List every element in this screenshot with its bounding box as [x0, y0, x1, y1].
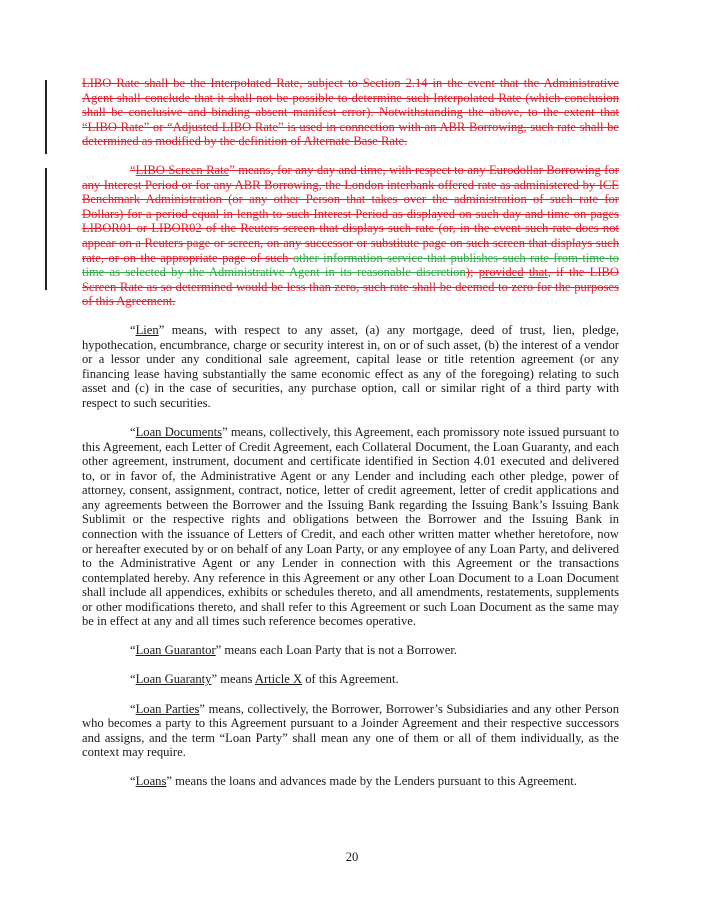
that-term: that — [528, 265, 548, 280]
open-quote: “ — [130, 643, 136, 658]
deleted-text: ); — [465, 265, 479, 280]
defined-term-loan-parties: Loan Parties — [135, 701, 200, 716]
defined-term-loan-guaranty: Loan Guaranty — [135, 672, 212, 687]
moved-deleted-text: other information service that publishes such rate from time to time as selected by the Administrative Agent in its reasonable discretion — [82, 250, 619, 280]
open-quote: “ — [130, 701, 136, 716]
paragraph-loan-guaranty — [82, 672, 619, 687]
change-bar — [45, 80, 47, 154]
close-quote: ” — [215, 643, 222, 658]
definition-text: means, collectively, the Borrower, Borrower’s Subsidiaries and any other Person who becomes a party to this Agreement pursuant to a Joinder Agreement and their respective successors and assigns, and the term “Loan Party” shall mean any one of them or all of them individually, as the context may require. — [82, 701, 619, 760]
defined-term-loan-guarantor: Loan Guarantor — [135, 643, 216, 658]
defined-term-lien: Lien — [135, 323, 159, 338]
paragraph-loan-documents — [82, 425, 619, 629]
change-bar — [45, 168, 47, 290]
provided-term: provided — [478, 265, 524, 280]
close-quote: ” — [158, 323, 165, 338]
close-quote: ” — [166, 774, 172, 789]
definition-text: means the loans and advances made by the Lenders pursuant to this Agreement. — [171, 774, 577, 789]
paragraph-libo-screen-rate-deleted — [82, 163, 619, 308]
defined-term-loan-documents: Loan Documents — [135, 425, 223, 440]
paragraph-lien — [82, 323, 619, 410]
paragraph-loan-guarantor — [82, 643, 619, 658]
defined-term-loans: Loans — [135, 774, 167, 789]
defined-term-libo-screen-rate: LIBO Screen Rate — [135, 163, 230, 178]
close-quote: ” — [199, 701, 205, 716]
open-quote: “ — [130, 323, 136, 338]
cross-reference-article-x[interactable]: Article X — [254, 672, 303, 687]
definition-text: means, with respect to any asset, (a) any mortgage, deed of trust, lien, pledge, hypothecation, encumbrance, charge or security interest in, on or of such asset, (b) the interest of a vendor or a lessor under any conditional sale agreement, capital lease or title retention agreement (or any financing lease having substantially the same economic effect as any of the foregoing) relating to such asset and (c) in the case of securities, any purchase option, call or similar right of a third party with respect to such securities. — [82, 323, 619, 411]
close-quote: ” — [222, 425, 228, 440]
open-quote: “ — [130, 774, 136, 789]
open-quote: “ — [130, 425, 136, 440]
deleted-text: means, for any day and time, with respect to any Eurodollar Borrowing for any Interest Period or for any ABR Borrowing, the London interbank offered rate as administered by ICE Benchmark Administration (or any other Person that takes over the administration of such rate for Dollars) for a period equal in length to such Interest Period as displayed on such day and time on pages LIBOR01 or LIBOR02 of the Reuters screen that displays such rate (or, in the event such rate does not appear on a Reuters page or screen, on any successor or substitute page on such screen that displays such rate, or on the appropriate page of such — [82, 163, 619, 265]
definition-text: of this Agreement. — [302, 672, 399, 687]
close-quote: ” — [211, 672, 218, 687]
close-quote: ” — [229, 163, 235, 178]
definition-text: means — [217, 672, 255, 687]
open-quote: “ — [130, 163, 136, 178]
deleted-text: , if the LIBO Screen Rate as so determined would be less than zero, such rate shall be deemed to zero for the purposes of this Agreement. — [82, 265, 620, 309]
paragraph-loan-parties — [82, 702, 619, 760]
definition-text: means, collectively, this Agreement, each promissory note issued pursuant to this Agreement, each Letter of Credit Agreement, each Collateral Document, the Loan Guaranty, and each other agreement, instrument, document and certificate identified in Section 4.01 executed and delivered to, or in favor of, the Administrative Agent or any Lender and including each other pledge, power of attorney, consent, assignment, contract, notice, letter of credit agreement, letter of credit applications and any agreements between the Borrower and the Issuing Bank regarding the Issuing Bank’s Issuing Bank Sublimit or the respective rights and obligations between the Borrower and the Issuing Bank in connection with the issuance of Letters of Credit, and each other written matter whether heretofore, now or hereafter executed by or on behalf of any Loan Party, or any employee of any Loan Party, and delivered to the Administrative Agent or any Lender in connection with this Agreement or the transactions contemplated hereby. Any reference in this Agreement or any other Loan Document to a Loan Document shall include all appendices, exhibits or schedules thereto, and all amendments, restatements, supplements or other modifications thereto, and shall refer to this Agreement or such Loan Document as the same may be in effect at any and all times such reference becomes operative. — [82, 425, 619, 629]
definition-text: means each Loan Party that is not a Borrower. — [221, 643, 457, 658]
page-number: 20 — [345, 850, 359, 864]
document-body — [82, 76, 619, 803]
paragraph-libo-rate-deleted: LIBO Rate shall be the Interpolated Rate, subject to Section 2.14 in the event that the Administrative Agent shall conclude that it shall not be possible to determine such Interpolated Rate (which conclusion shall be conclusive and binding absent manifest error). Notwithstanding the above, to the extent that “LIBO Rate” or “Adjusted LIBO Rate” is used in connection with an ABR Borrowing, such rate shall be determined as modified by the definition of Alternate Base Rate. — [82, 76, 619, 149]
paragraph-loans — [82, 774, 619, 789]
open-quote: “ — [130, 672, 136, 687]
